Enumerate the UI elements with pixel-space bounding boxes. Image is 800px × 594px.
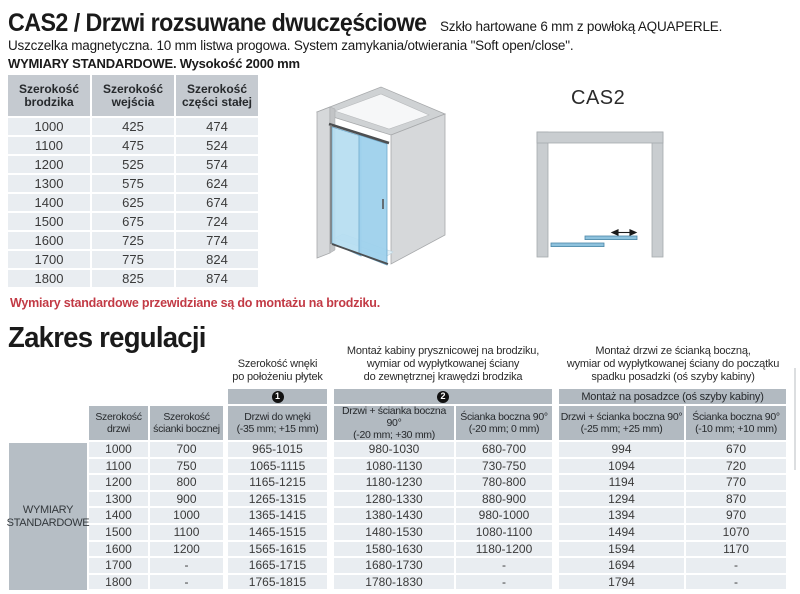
table-row <box>8 156 258 173</box>
table-row <box>9 475 786 490</box>
table-cell: 1165-1215 <box>228 475 327 490</box>
column-header: Drzwi do wnęki (-35 mm; +15 mm) <box>228 406 327 440</box>
table-cell: 680-700 <box>456 442 552 457</box>
shower-door-3d-illustration <box>305 85 475 280</box>
table-row <box>8 213 258 230</box>
table-row <box>9 542 786 557</box>
table-cell: 1100 <box>150 525 223 540</box>
table-cell: 1300 <box>89 492 148 507</box>
table-cell: - <box>150 575 223 590</box>
table-cell: 1565-1615 <box>228 542 327 557</box>
badge-2-icon: 2 <box>437 391 449 403</box>
table-row <box>9 525 786 540</box>
table-cell: 475 <box>92 137 174 154</box>
table-cell: 900 <box>150 492 223 507</box>
table-cell: 1500 <box>89 525 148 540</box>
table-cell: 1700 <box>89 558 148 573</box>
table-cell: 625 <box>92 194 174 211</box>
column-header: Drzwi + ścianka boczna 90° (-20 mm; +30 mm) <box>334 406 454 440</box>
table-cell: 1600 <box>8 232 90 249</box>
table-cell: 1400 <box>89 508 148 523</box>
table-cell: 700 <box>150 442 223 457</box>
column-header: Drzwi + ścianka boczna 90° (-25 mm; +25 mm) <box>559 406 684 440</box>
badge-row <box>9 389 786 404</box>
table-row <box>9 492 786 507</box>
standard-dimensions-label: WYMIARY STANDARDOWE. Wysokość 2000 mm <box>8 56 300 71</box>
table-cell: 1365-1415 <box>228 508 327 523</box>
table-row <box>8 175 258 192</box>
table-cell: 870 <box>686 492 786 507</box>
diagram-label: CAS2 <box>571 87 626 109</box>
table-row <box>9 575 786 590</box>
table-cell: 1580-1630 <box>334 542 454 557</box>
table-row <box>8 137 258 154</box>
badge-cell <box>228 389 327 404</box>
table-header-row <box>8 75 258 116</box>
column-header: Ścianka boczna 90° (-20 mm; 0 mm) <box>456 406 552 440</box>
page-title: CAS2 / Drzwi rozsuwane dwuczęściowe <box>8 9 427 37</box>
table-cell: 780-800 <box>456 475 552 490</box>
table-cell: 1200 <box>8 156 90 173</box>
table-cell: 800 <box>150 475 223 490</box>
table-cell: 1094 <box>559 459 684 474</box>
table-cell: 970 <box>686 508 786 523</box>
table-cell: 1300 <box>8 175 90 192</box>
table-cell: 624 <box>176 175 258 192</box>
table-cell: 1065-1115 <box>228 459 327 474</box>
table-row <box>8 232 258 249</box>
table-cell: 1694 <box>559 558 684 573</box>
table-cell: 1394 <box>559 508 684 523</box>
table-cell: 1000 <box>150 508 223 523</box>
group1-description: Szerokość wnęki po położeniu płytek <box>232 358 323 383</box>
table-cell: 1200 <box>89 475 148 490</box>
table-cell: 1680-1730 <box>334 558 454 573</box>
table-cell: 1594 <box>559 542 684 557</box>
table-cell: 980-1030 <box>334 442 454 457</box>
badge-1-icon: 1 <box>272 391 284 403</box>
column-header: Ścianka boczna 90° (-10 mm; +10 mm) <box>686 406 786 440</box>
table-cell: 574 <box>176 156 258 173</box>
table-cell: 1070 <box>686 525 786 540</box>
table-cell: 1100 <box>89 459 148 474</box>
table-body <box>8 118 258 287</box>
table-cell: 724 <box>176 213 258 230</box>
group2-description: Montaż kabiny prysznicowej na brodziku, wymiar od wypłytkowanej ściany do zewnętrznej krawędzi brodzika <box>346 345 540 383</box>
table-cell: 980-1000 <box>456 508 552 523</box>
table-cell: 1100 <box>8 137 90 154</box>
table-cell: 524 <box>176 137 258 154</box>
table-cell: 1765-1815 <box>228 575 327 590</box>
column-header: Szerokość ścianki bocznej <box>150 406 223 440</box>
mounting-note: Wymiary standardowe przewidziane są do montażu na brodziku. <box>10 296 380 310</box>
table-cell: 1294 <box>559 492 684 507</box>
table-cell: 1380-1430 <box>334 508 454 523</box>
table-cell: 725 <box>92 232 174 249</box>
table-cell: - <box>686 575 786 590</box>
page-edge-line <box>794 368 796 470</box>
table-cell: 874 <box>176 270 258 287</box>
table-cell: 1400 <box>8 194 90 211</box>
group3-header-cell: Montaż na posadzce (oś szyby kabiny) <box>559 389 786 404</box>
table-cell: 730-750 <box>456 459 552 474</box>
table-cell: 994 <box>559 442 684 457</box>
sliding-panel <box>585 236 637 240</box>
table-cell: - <box>456 558 552 573</box>
table-cell: 1180-1230 <box>334 475 454 490</box>
table-cell: 674 <box>176 194 258 211</box>
slide-direction-arrow-icon <box>612 230 636 235</box>
table-cell: 825 <box>92 270 174 287</box>
table-cell: 1280-1330 <box>334 492 454 507</box>
table-body <box>9 442 786 589</box>
group3-description: Montaż drzwi ze ścianką boczną, wymiar od wypłytkowanej ściany do początku spadku posadzki (oś szyby kabiny) <box>566 345 780 383</box>
table-cell: 1600 <box>89 542 148 557</box>
table-cell: 775 <box>92 251 174 268</box>
column-header: Szerokość brodzika <box>8 75 90 116</box>
table-row <box>8 194 258 211</box>
section-heading: Zakres regulacji <box>8 322 206 354</box>
table-row <box>8 118 258 135</box>
table-cell: 474 <box>176 118 258 135</box>
table-cell: 750 <box>150 459 223 474</box>
table-cell: 1780-1830 <box>334 575 454 590</box>
table-cell: 1180-1200 <box>456 542 552 557</box>
table-cell: 1800 <box>89 575 148 590</box>
table-cell: 575 <box>92 175 174 192</box>
badge-cell <box>334 389 552 404</box>
table-cell: 824 <box>176 251 258 268</box>
table-cell: - <box>456 575 552 590</box>
table-cell: 1080-1130 <box>334 459 454 474</box>
table-cell: 1000 <box>8 118 90 135</box>
table-cell: - <box>150 558 223 573</box>
standard-dimensions-table <box>8 75 258 287</box>
table-row <box>9 442 786 457</box>
header <box>8 9 796 38</box>
table-cell: 1665-1715 <box>228 558 327 573</box>
column-header: Szerokość drzwi <box>89 406 148 440</box>
table-row <box>8 251 258 268</box>
table-cell: 1480-1530 <box>334 525 454 540</box>
table-row <box>9 459 786 474</box>
table-cell: 720 <box>686 459 786 474</box>
table-cell: 880-900 <box>456 492 552 507</box>
top-view-schematic <box>530 85 800 275</box>
table-row <box>9 508 786 523</box>
table-cell: 1465-1515 <box>228 525 327 540</box>
table-cell: 1500 <box>8 213 90 230</box>
table-cell: 1080-1100 <box>456 525 552 540</box>
table-row <box>8 270 258 287</box>
table-cell: 1800 <box>8 270 90 287</box>
table-cell: 1794 <box>559 575 684 590</box>
table-header-row <box>9 406 786 440</box>
table-cell: 1265-1315 <box>228 492 327 507</box>
table-cell: 774 <box>176 232 258 249</box>
page-subtitle: Szkło hartowane 6 mm z powłoką AQUAPERLE. <box>439 19 723 34</box>
column-header: Szerokość części stałej <box>176 75 258 116</box>
table-cell: 1200 <box>150 542 223 557</box>
table-cell: 1700 <box>8 251 90 268</box>
table-cell: 425 <box>92 118 174 135</box>
fixed-panel <box>551 243 604 247</box>
table-row <box>9 558 786 573</box>
side-label: WYMIARY STANDARDOWE <box>9 443 87 590</box>
table-cell: 670 <box>686 442 786 457</box>
table-cell: 770 <box>686 475 786 490</box>
table-cell: 965-1015 <box>228 442 327 457</box>
table-cell: 1194 <box>559 475 684 490</box>
column-header: Szerokość wejścia <box>92 75 174 116</box>
table-cell: 1000 <box>89 442 148 457</box>
table-cell: 675 <box>92 213 174 230</box>
adjustment-range-table <box>6 389 786 591</box>
header-description: Uszczelka magnetyczna. 10 mm listwa progowa. System zamykania/otwierania "Soft open/close". <box>8 38 574 53</box>
table-cell: 525 <box>92 156 174 173</box>
table-cell: - <box>686 558 786 573</box>
table-cell: 1170 <box>686 542 786 557</box>
table-cell: 1494 <box>559 525 684 540</box>
